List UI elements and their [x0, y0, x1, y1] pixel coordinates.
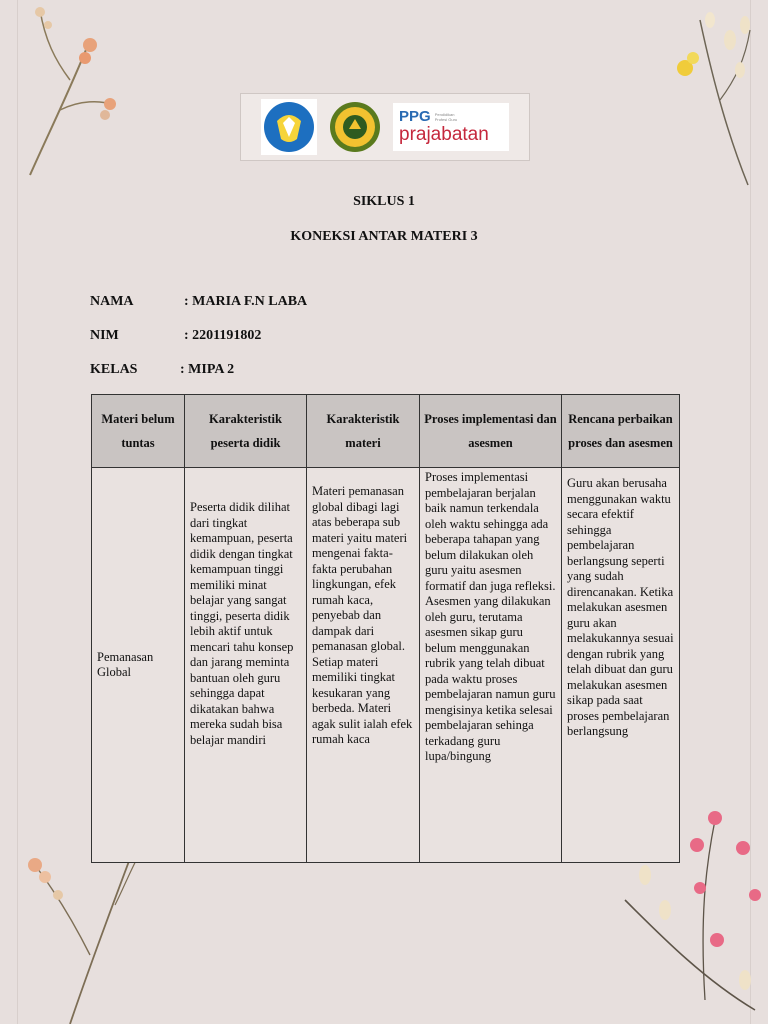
nim-label: NIM — [90, 328, 119, 343]
nama-label: NAMA — [90, 294, 134, 309]
header-materi-belum-tuntas: Materi belum tuntas — [92, 395, 185, 468]
university-logo — [327, 99, 383, 155]
header-karakteristik-peserta-didik: Karakteristik peserta didik — [185, 395, 307, 468]
analysis-table — [91, 394, 680, 863]
cell-materi: Pemanasan Global — [92, 468, 185, 863]
nama-row — [90, 294, 308, 310]
logo-banner — [240, 93, 530, 161]
ppg-subtitle: Pendidikan Profesi Guru — [434, 111, 458, 122]
table-row — [92, 468, 680, 863]
nama-value: : MARIA F.N LABA — [184, 294, 308, 309]
flower-decoration-top-left — [10, 0, 130, 180]
header-proses-implementasi: Proses implementasi dan asesmen — [420, 395, 562, 468]
header-rencana-perbaikan: Rencana perbaikan proses dan asesmen — [562, 395, 680, 468]
cell-karakteristik-materi: Materi pemanasan global dibagi lagi atas beberapa sub materi yaitu materi mengenai fakta-fakta perubahan lingkungan, efek rumah kaca, penyebab dan dampak dari pemanasan global. Setiap materi memiliki tingkat kesukaran yang berbeda. Materi agak sulit ialah efek rumah kaca — [307, 468, 420, 863]
kelas-value: : MIPA 2 — [180, 362, 235, 377]
header-karakteristik-materi: Karakteristik materi — [307, 395, 420, 468]
cell-proses-implementasi: Proses implementasi pembelajaran berjalan baik namun terkendala oleh waktu sehingga ada beberapa tahapan yang belum dilakukan oleh guru yaitu asesmen formatif dan juga refleksi. Asesmen yang dilakukan oleh guru, terutama asesmen sikap guru belum menggunakan rubrik yang telah dibuat pada waktu proses pembelajaran namun guru mengisinya ketika selesai pembelajaran sehinga terkadang guru lupa/bingung — [420, 468, 562, 863]
cell-rencana-perbaikan: Guru akan berusaha menggunakan waktu secara efektif sehingga pembelajaran berlangsung seperti yang sudah direncanakan. Ketika melakukan asesmen guru akan melakukannya sesuai dengan rubrik yang telah dibuat dan guru melakukan asesmen sikap pada saat proses pembelajaran berlangsung — [562, 468, 680, 863]
kemdikbud-logo — [261, 99, 317, 155]
ppg-title: PPG — [399, 108, 431, 125]
kelas-row — [90, 362, 235, 378]
ppg-prajabatan-logo — [393, 103, 509, 151]
table-header-row — [92, 395, 680, 468]
cell-karakteristik-peserta-didik: Peserta didik dilihat dari tingkat kemampuan, peserta didik dengan tingkat kemampuan tinggi memiliki minat belajar yang sangat tinggi, peserta didik lebih aktif untuk mencari tahu konsep dan jarang meminta bantuan oleh guru sehingga dapat dikatakan bahwa mereka sudah bisa belajar mandiri — [185, 468, 307, 863]
document-title: KONEKSI ANTAR MATERI 3 — [290, 229, 478, 244]
nim-row — [90, 328, 262, 344]
siklus-heading: SIKLUS 1 — [353, 194, 415, 209]
kelas-label: KELAS — [90, 362, 138, 377]
flower-decoration-top-right — [660, 0, 760, 190]
ppg-program: prajabatan — [399, 124, 489, 145]
nim-value: : 2201191802 — [184, 328, 262, 343]
